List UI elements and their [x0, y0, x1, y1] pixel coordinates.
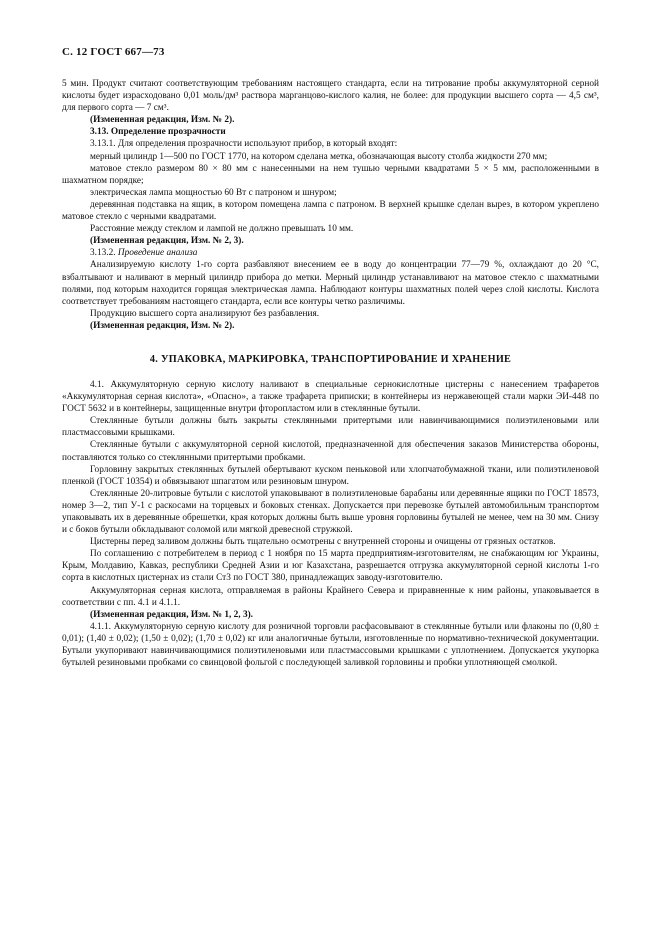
paragraph: 4.1.1. Аккумуляторную серную кислоту для розничной торговли расфасовывают в стеклянные бутыли или флаконы по (0,80 ± 0,01); (1,40 ± 0,02); (1,50 ± 0,02); (1,70 ± 0,02) кг или аналогичные бутыли, изготовленные по нормативно-технической документации. Бутыли укупоривают навинчивающимися полиэтиленовыми или пластмассовыми крышками с уплотнением. Допускается укупорка бутылей резиновыми пробками со свинцовой фольгой с последующей заливкой горловины и пробки уплотняющей смолкой. [62, 621, 599, 669]
paragraph: Продукцию высшего сорта анализируют без разбавления. [90, 308, 320, 319]
amendment-note: (Измененная редакция, Изм. № 2). [90, 320, 235, 331]
amendment-note: (Измененная редакция, Изм. № 2, 3). [90, 236, 244, 247]
paragraph: 4.1. Аккумуляторную серную кислоту наливают в специальные сернокислотные цистерны с нанесением трафаретов «Аккумуляторная серная кислота», «Опасно», а также трафарета приписки; в контейнеры из нержавеющей стали марки ЭИ-448 по ГОСТ 5632 и в контейнеры, защищенные внутри фторопластом или в стеклянные бутыли. [62, 379, 599, 415]
document-page [62, 46, 599, 669]
list-item: деревянная подставка на ящик, в котором помещена лампа с патроном. В верхней крышке сделан вырез, в котором укреплено матовое стекло с черными квадратами. [62, 199, 599, 223]
subsection-title: Проведение анализа [117, 248, 198, 259]
list-item: мерный цилиндр 1—500 по ГОСТ 1770, на котором сделана метка, обозначающая высоту столба жидкости 270 мм; [90, 151, 548, 162]
paragraph: Стеклянные 20-литровые бутыли с кислотой упаковывают в полиэтиленовые барабаны или деревянные ящики по ГОСТ 18573, номер 3—2, тип У-1 с раскосами на торцевых и боковых стенках. Допускается при перевозке бутылей автомобильным транспортом упаковывать их в деревянные обрешетки, края которых должны быть выше уровня горловины бутылей не менее, чем на 30 мм. Снизу и с боков бутыли обкладывают соломой или мягкой древесной стружкой. [62, 488, 599, 536]
paragraph: По соглашению с потребителем в период с 1 ноября по 15 марта предприятиям-изготовителям, не снабжающим юг Украины, Крым, Молдавию, Кавказ, республики Средней Азии и юг Казахстана, разрешается отгрузка аккумуляторной серной кислоты 1-го сорта в кислотных цистернах из стали Ст3 по ГОСТ 380, принадлежащих заводу-изготовителю. [62, 549, 599, 584]
amendment-note: (Измененная редакция, Изм. № 2). [90, 115, 235, 126]
subsection-heading [62, 247, 599, 259]
subsection-number: 3.13.2. [90, 248, 116, 259]
paragraph: Цистерны перед заливом должны быть тщательно осмотрены с внутренней стороны и очищены от грязных остатков. [90, 537, 556, 548]
list-item: электрическая лампа мощностью 60 Вт с патроном и шнуром; [90, 187, 337, 198]
section-heading: 4. УПАКОВКА, МАРКИРОВКА, ТРАНСПОРТИРОВАНИЕ И ХРАНЕНИЕ [149, 353, 512, 365]
list-item: матовое стекло размером 80 × 80 мм с нанесенными на нем тушью черными квадратами 5 × 5 мм, расположенными в шахматном порядке; [62, 163, 599, 186]
paragraph: Стеклянные бутыли с аккумуляторной серной кислотой, предназначенной для обеспечения заказов Министерства обороны, поставляются только со стеклянными притертыми пробками. [62, 440, 599, 463]
paragraph: Горловину закрытых стеклянных бутылей обертывают куском пеньковой или хлопчатобумажной ткани, или полиэтиленовой пленкой (ГОСТ 10354) и обвязывают шпагатом или резиновым шнуром. [62, 464, 599, 487]
paragraph: Расстояние между стеклом и лампой не должно превышать 10 мм. [90, 224, 354, 235]
paragraph: Стеклянные бутыли должны быть закрыты стеклянными притертыми или навинчивающимися полиэтиленовыми или пластмассовыми крышками. [62, 416, 599, 439]
subsection-heading: 3.13. Определение прозрачности [90, 127, 226, 138]
page-header: С. 12 ГОСТ 667—73 [62, 46, 165, 58]
paragraph: Аккумуляторная серная кислота, отправляемая в районы Крайнего Севера и приравненные к ним районы, упаковывается в соответствии с пп. 4.1 и 4.1.1. [62, 585, 599, 608]
paragraph: Анализируемую кислоту 1-го сорта разбавляют внесением ее в воду до концентрации 77—79 %, охлаждают до 20 °С, взбалтывают и наливают в мерный цилиндр прибора до метки. Мерный цилиндр устанавливают на матовое стекло с шахматными полями, под которым находится горящая электрическая лампа. Наблюдают контуры шахматных полей через слой кислоты. Кислота соответствует требованиям настоящего стандарта, если все контуры четко различимы. [62, 260, 599, 307]
amendment-note: (Измененная редакция, Изм. № 1, 2, 3). [90, 609, 254, 620]
paragraph: 3.13.1. Для определения прозрачности используют прибор, в который входят: [90, 139, 398, 150]
paragraph: 5 мин. Продукт считают соответствующим требованиям настоящего стандарта, если на титрование пробы аккумуляторной серной кислоты будет израсходовано 0,01 моль/дм³ раствора марганцово-кислого калия, не более: для продукции высшего сорта — 4,5 см³, для первого сорта — 7 см³. [62, 79, 599, 114]
